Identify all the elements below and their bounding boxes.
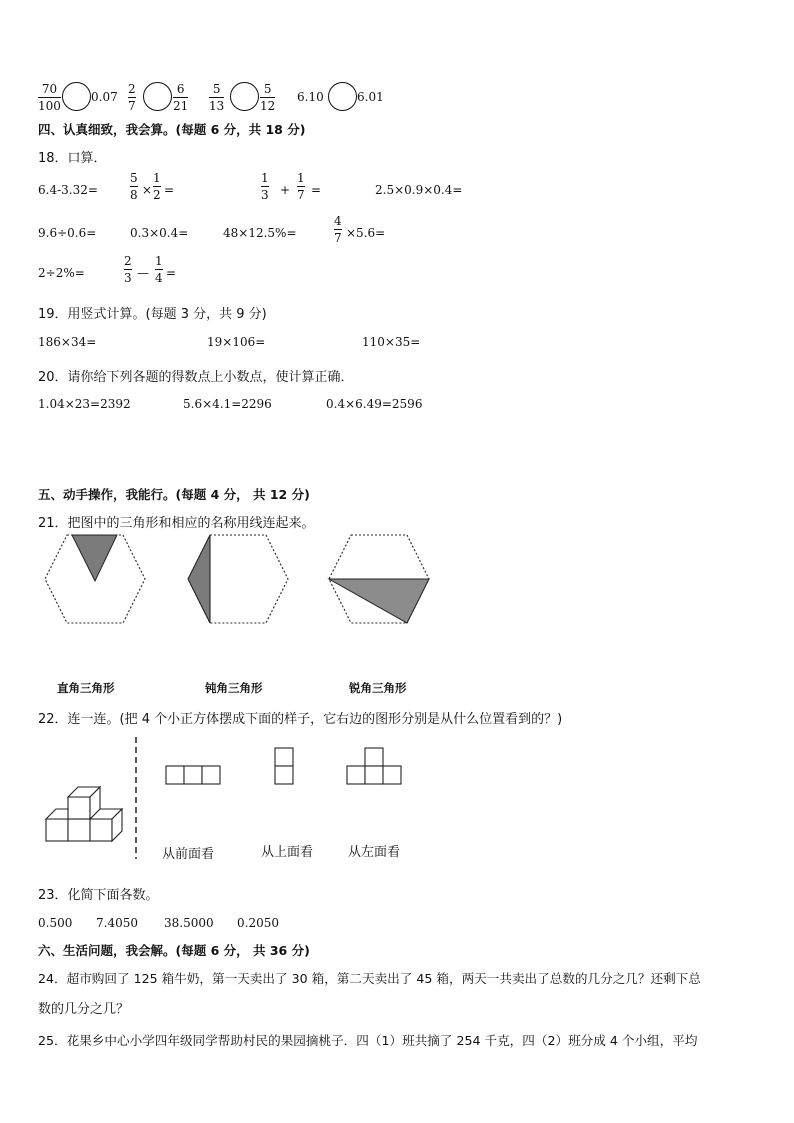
decimal-point-b: 5.6×4.1=2296	[183, 397, 272, 411]
simplify-value: 7.4050	[96, 916, 138, 930]
fraction-70-100: 70 100	[38, 82, 61, 113]
simplify-value: 38.5000	[164, 916, 214, 930]
oral-calc-h-rest: ×5.6=	[346, 226, 386, 240]
operator: +	[280, 183, 291, 197]
equals: =	[164, 183, 175, 197]
vertical-calc-b: 19×106=	[207, 335, 266, 349]
operator: —	[137, 266, 149, 280]
question-18-label: 18．口算．	[38, 151, 107, 166]
question-21-label: 21．把图中的三角形和相应的名称用线连起来。	[38, 516, 315, 531]
section-title: 六、生活问题，我会解。(每题 6 分， 共 36 分)	[38, 943, 310, 958]
question-25-line1: 25．花果乡中心小学四年级同学帮助村民的果园摘桃子．四（1）班共摘了 254 千克，四（2）班分成 4 个小组，平均	[38, 1033, 698, 1048]
vertical-calc-a: 186×34=	[38, 335, 97, 349]
compare-circle-2[interactable]	[143, 82, 172, 111]
view-shape-3	[346, 747, 402, 785]
compare-right-value: 0.07	[91, 90, 118, 104]
view-label-top: 从上面看	[261, 845, 314, 860]
fraction-5-12: 5 12	[260, 82, 276, 113]
oral-calc-g: 48×12.5%=	[223, 226, 297, 240]
fraction-1-4: 1 4	[155, 254, 163, 285]
divider-line	[134, 737, 138, 859]
fraction-2-3: 2 3	[124, 254, 132, 285]
view-shape-2	[274, 747, 294, 785]
compare-right-value: 6.01	[357, 90, 384, 104]
question-19-label: 19．用竖式计算。(每题 3 分，共 9 分)	[38, 307, 267, 322]
fraction-1-2: 1 2	[153, 171, 161, 202]
fraction-1-3: 1 3	[261, 171, 269, 202]
compare-circle-3[interactable]	[230, 82, 259, 111]
fraction-5-8: 5 8	[130, 171, 138, 202]
compare-left-value: 6.10	[297, 90, 324, 104]
simplify-value: 0.500	[38, 916, 73, 930]
compare-circle-4[interactable]	[328, 82, 357, 111]
hexagon-figure-1	[40, 533, 150, 625]
fraction-6-21: 6 21	[173, 82, 189, 113]
equals: =	[311, 183, 322, 197]
fraction-1-7: 1 7	[297, 171, 305, 202]
question-20-label: 20．请你给下列各题的得数点上小数点，使计算正确．	[38, 370, 354, 385]
fraction-2-7: 2 7	[128, 82, 136, 113]
triangle-name-right: 直角三角形	[57, 681, 115, 695]
fraction-4-7: 4 7	[334, 214, 342, 245]
view-label-front: 从前面看	[162, 847, 215, 862]
fraction-5-13: 5 13	[209, 82, 225, 113]
section-title: 四、认真细致，我会算。(每题 6 分，共 18 分)	[38, 122, 306, 137]
hexagon-figure-2	[183, 533, 293, 625]
oral-calc-f: 0.3×0.4=	[130, 226, 189, 240]
view-label-left: 从左面看	[348, 845, 401, 860]
decimal-point-a: 1.04×23=2392	[38, 397, 131, 411]
triangle-name-acute: 锐角三角形	[349, 681, 407, 695]
hexagon-figure-3	[324, 533, 434, 625]
question-24-line1: 24．超市购回了 125 箱牛奶，第一天卖出了 30 箱，第二天卖出了 45 箱，两天一共卖出了总数的几分之几？还剩下总	[38, 971, 701, 986]
question-22-label: 22．连一连。(把 4 个小正方体摆成下面的样子，它右边的图形分别是从什么位置看到的？)	[38, 712, 563, 727]
question-24-line2: 数的几分之几？	[38, 1002, 130, 1017]
cube-stack-figure	[44, 783, 134, 843]
view-shape-1	[165, 765, 221, 785]
oral-calc-d: 2.5×0.9×0.4=	[375, 183, 463, 197]
triangle-name-obtuse: 钝角三角形	[205, 681, 263, 695]
decimal-point-c: 0.4×6.49=2596	[326, 397, 423, 411]
operator: ×	[142, 183, 153, 197]
simplify-value: 0.2050	[237, 916, 279, 930]
compare-circle-1[interactable]	[62, 82, 91, 111]
section-title: 五、动手操作，我能行。(每题 4 分， 共 12 分)	[38, 487, 310, 502]
oral-calc-a: 6.4-3.32=	[38, 183, 98, 197]
oral-calc-i: 2÷2%=	[38, 266, 85, 280]
vertical-calc-c: 110×35=	[362, 335, 421, 349]
equals: =	[166, 266, 177, 280]
oral-calc-e: 9.6÷0.6=	[38, 226, 97, 240]
question-23-label: 23．化简下面各数。	[38, 888, 159, 903]
